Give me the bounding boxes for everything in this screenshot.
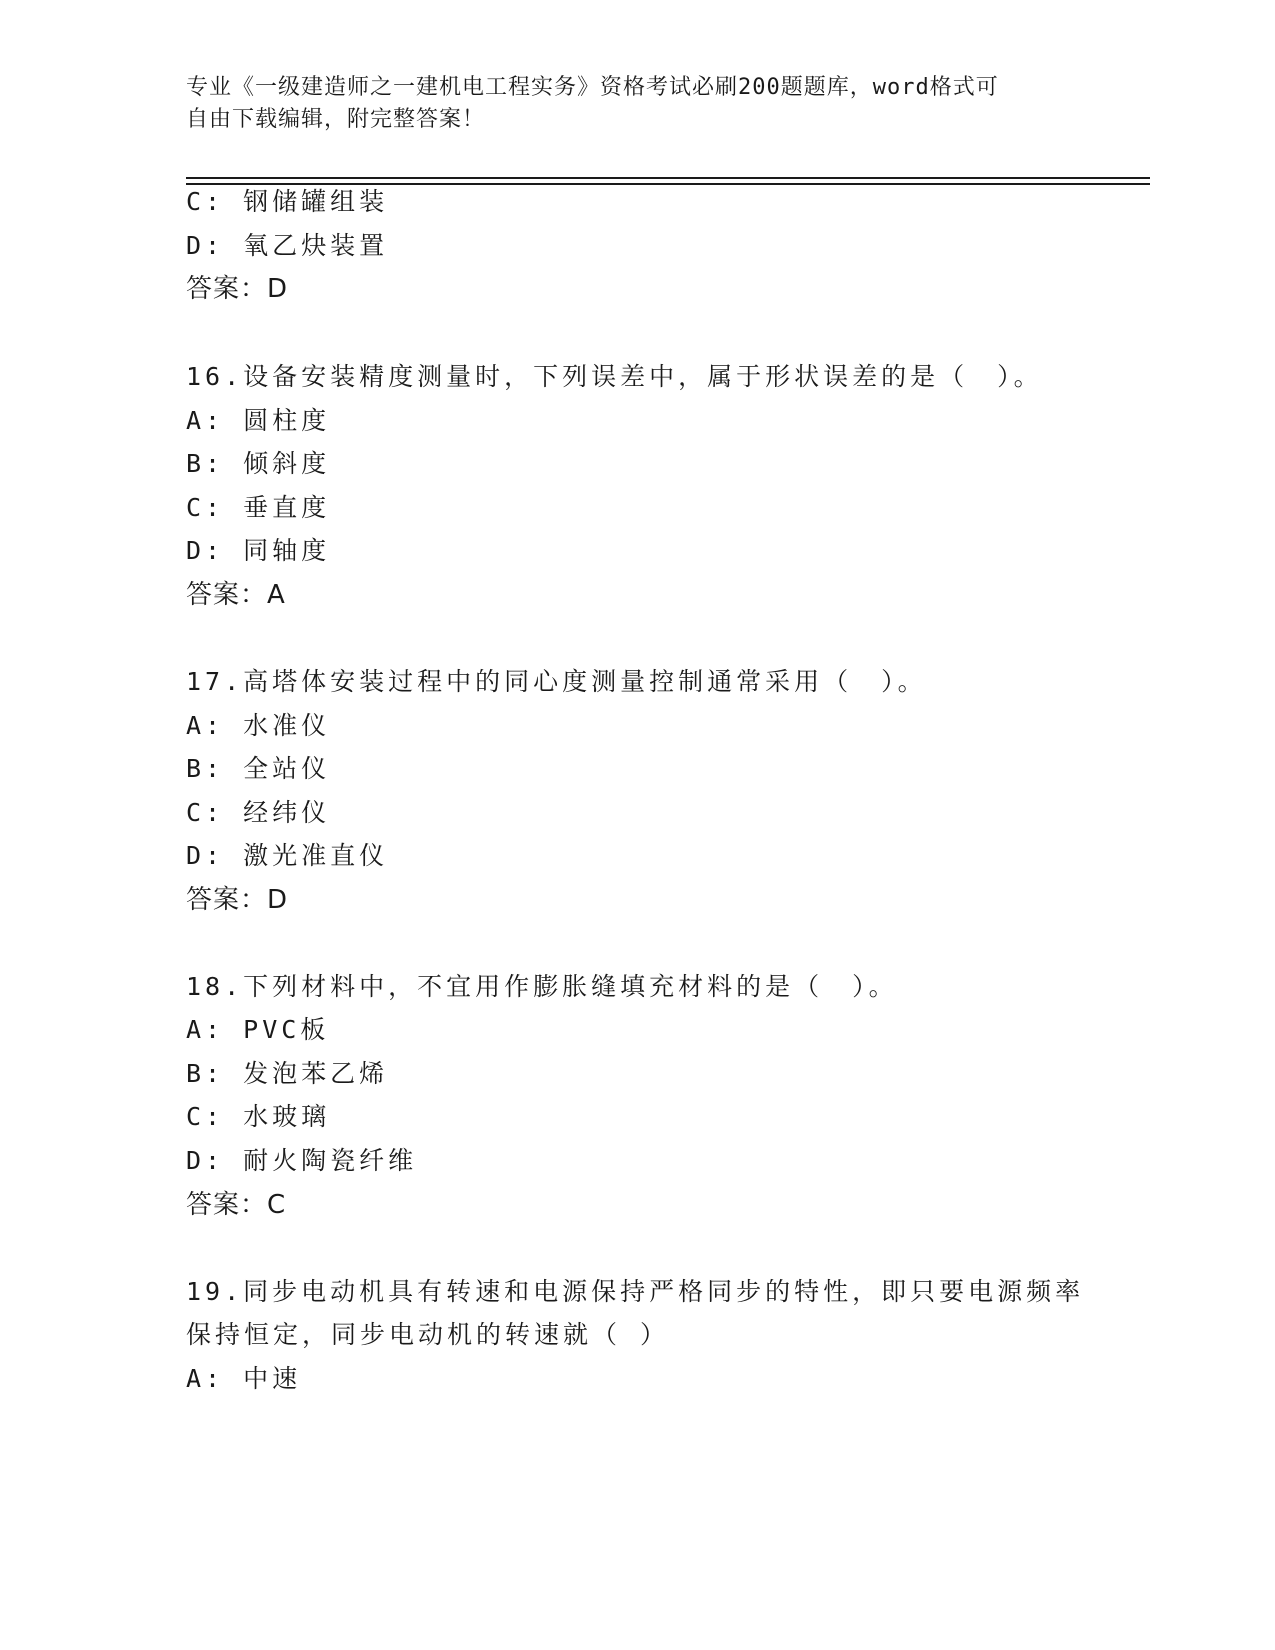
question-17-option-d: D: 激光准直仪 — [186, 841, 389, 870]
header-title-line-1: 专业《一级建造师之一建机电工程实务》资格考试必刷200题题库，word格式可 — [186, 75, 999, 100]
question-18-option-c: C: 水玻璃 — [186, 1102, 331, 1131]
question-18-option-d: D: 耐火陶瓷纤维 — [186, 1146, 418, 1175]
question-18-stem: 18.下列材料中，不宜用作膨胀缝填充材料的是（ ）。 — [186, 972, 898, 1001]
question-17-option-c: C: 经纬仪 — [186, 798, 331, 827]
question-17-option-b: B: 全站仪 — [186, 754, 331, 783]
question-18-option-a: A: PVC板 — [186, 1015, 330, 1044]
question-19-stem-line-2: 保持恒定，同步电动机的转速就（ ） — [186, 1320, 670, 1349]
question-16-option-a: A: 圆柱度 — [186, 406, 331, 435]
header-divider — [186, 177, 1150, 179]
question-16-option-d: D: 同轴度 — [186, 536, 331, 565]
question-19-stem-line-1: 19.同步电动机具有转速和电源保持严格同步的特性，即只要电源频率 — [186, 1277, 1085, 1306]
page-header — [186, 72, 1086, 136]
question-17-option-a: A: 水准仪 — [186, 711, 331, 740]
question-16-stem: 16.设备安装精度测量时，下列误差中，属于形状误差的是（ ）。 — [186, 362, 1043, 391]
question-16-answer: 答案：A — [186, 580, 286, 610]
prev-option-c: C: 钢储罐组装 — [186, 187, 389, 216]
prev-option-d: D: 氧乙炔装置 — [186, 231, 389, 260]
question-18-option-b: B: 发泡苯乙烯 — [186, 1059, 389, 1088]
question-16-option-c: C: 垂直度 — [186, 493, 331, 522]
header-title-line-2: 自由下载编辑，附完整答案！ — [186, 107, 486, 132]
question-17-stem: 17.高塔体安装过程中的同心度测量控制通常采用（ ）。 — [186, 667, 927, 696]
question-19-option-a: A: 中速 — [186, 1364, 302, 1393]
question-18-answer: 答案：C — [186, 1190, 287, 1220]
prev-answer: 答案：D — [186, 274, 289, 304]
question-16-option-b: B: 倾斜度 — [186, 449, 331, 478]
question-17-answer: 答案：D — [186, 885, 289, 915]
